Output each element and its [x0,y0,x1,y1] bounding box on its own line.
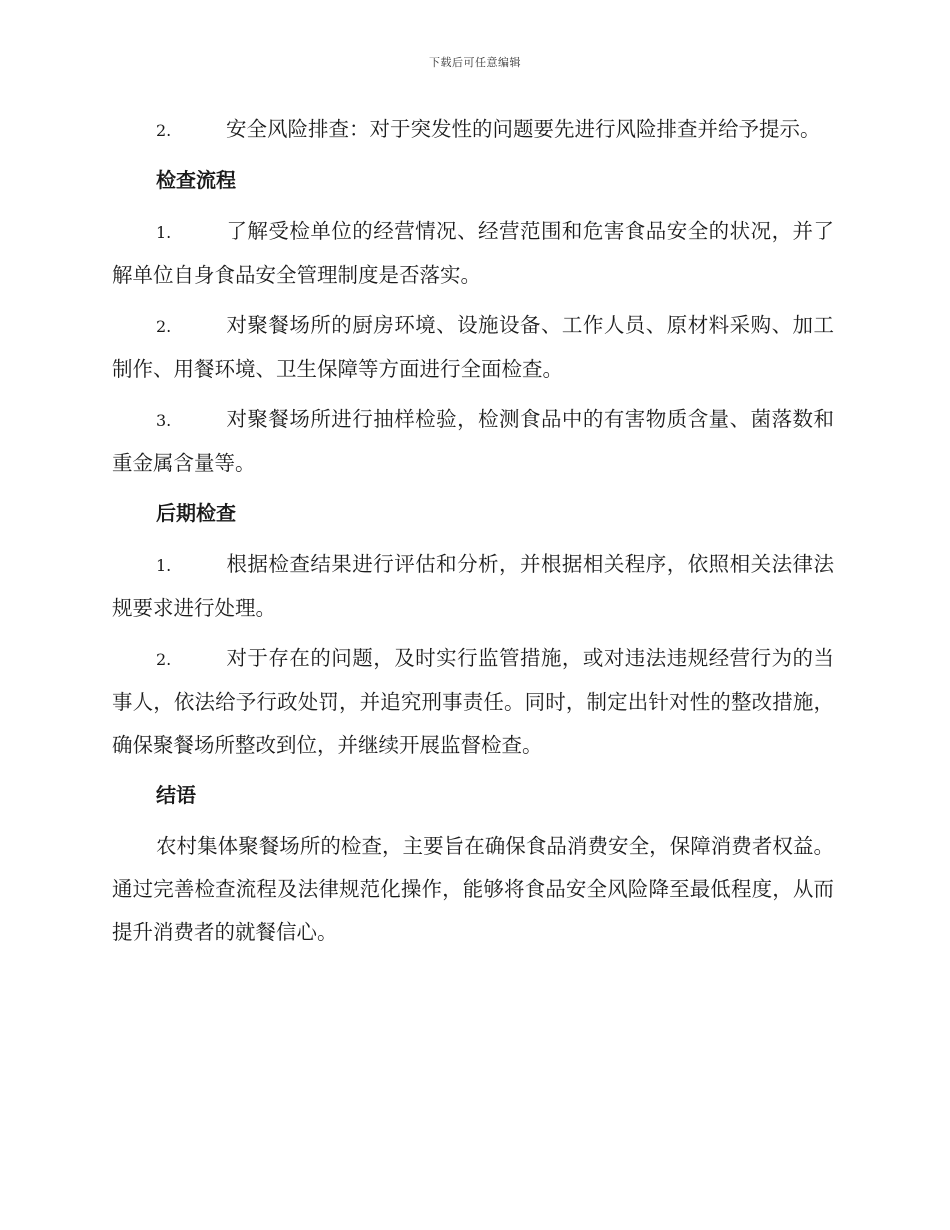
list-number: 2. [156,650,172,669]
list-item-text: 安全风险排查：对于突发性的问题要先进行风险排查并给予提示。 [226,117,821,141]
list-item [112,637,834,767]
list-item [112,543,834,630]
document-body [112,108,834,961]
list-number: 3. [156,411,172,430]
section-heading-follow-up: 后期检查 [156,501,236,525]
list-number: 1. [156,223,172,242]
page-header: 下载后可任意编辑 [429,56,521,69]
list-item [112,398,834,485]
list-item-text: 根据检查结果进行评估和分析，并根据相关程序，依照相关法律法规要求进行处理。 [112,552,834,620]
list-item-text: 对聚餐场所的厨房环境、设施设备、工作人员、原材料采购、加工制作、用餐环境、卫生保障等方面进行全面检查。 [112,313,834,381]
list-item [112,210,834,297]
list-item-text: 对于存在的问题，及时实行监管措施，或对违法违规经营行为的当事人，依法给予行政处罚，并追究刑事责任。同时，制定出针对性的整改措施，确保聚餐场所整改到位，并继续开展监督检查。 [112,646,834,757]
list-number: 2. [156,317,172,336]
list-item [112,108,834,152]
list-item-text: 了解受检单位的经营情况、经营范围和危害食品安全的状况，并了解单位自身食品安全管理制度是否落实。 [112,219,834,287]
section-heading-inspection-process: 检查流程 [156,168,236,192]
list-number: 1. [156,556,172,575]
list-item [112,304,834,391]
list-number: 2. [156,121,172,140]
section-heading-conclusion: 结语 [156,783,196,807]
list-item-text: 对聚餐场所进行抽样检验，检测食品中的有害物质含量、菌落数和重金属含量等。 [112,407,834,475]
conclusion-paragraph: 农村集体聚餐场所的检查，主要旨在确保食品消费安全，保障消费者权益。通过完善检查流程及法律规范化操作，能够将食品安全风险降至最低程度，从而提升消费者的就餐信心。 [112,834,834,944]
